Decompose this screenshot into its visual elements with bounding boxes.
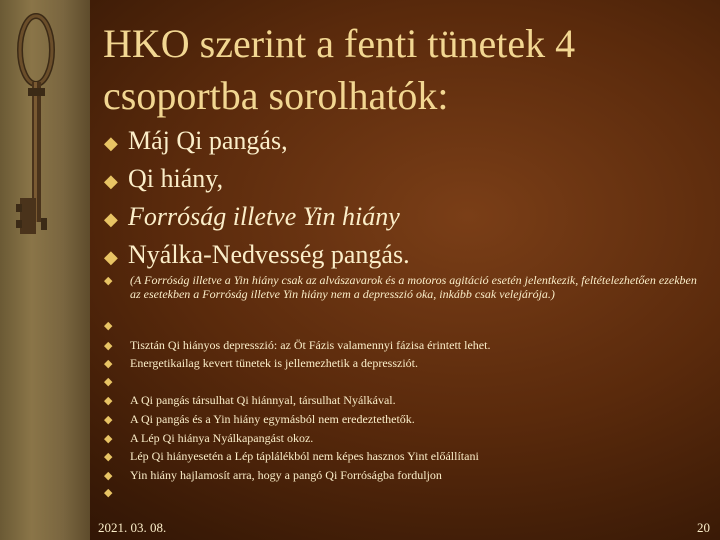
footer-date: 2021. 03. 08. [98, 520, 167, 535]
list-item [104, 126, 704, 164]
bullet-icon: ◆ [104, 133, 118, 153]
sub-bullet-list [104, 274, 704, 506]
title-line-1: HKO szerint a fenti tünetek 4 [103, 21, 576, 66]
slide-number: 20 [697, 520, 710, 535]
bullet-icon: ◆ [104, 469, 113, 482]
list-item [104, 413, 704, 432]
list-item-text: Forróság illetve Yin hiány [128, 202, 400, 231]
list-item [104, 450, 704, 469]
list-item [104, 376, 704, 395]
list-item-text: Máj Qi pangás, [128, 126, 288, 155]
list-item-text: Nyálka-Nedvesség pangás. [128, 240, 410, 269]
list-item [104, 339, 704, 358]
bullet-icon: ◆ [104, 209, 118, 229]
bullet-icon: ◆ [104, 275, 113, 287]
list-item-text: Lép Qi hiányesetén a Lép táplálékból nem képes hasznos Yint előállítani [130, 449, 479, 464]
bullet-icon: ◆ [104, 171, 118, 191]
list-item-text: A Qi pangás és a Yin hiány egymásból nem eredeztethetők. [130, 411, 415, 426]
list-item-text: Tisztán Qi hiányos depresszió: az Öt Fázis valamennyi fázisa érintett lehet. [130, 337, 491, 352]
bullet-icon: ◆ [104, 247, 118, 267]
list-item [104, 469, 704, 488]
list-item-text: Qi hiány, [128, 164, 224, 193]
list-item-text: Energetikailag kevert tünetek is jellemezhetik a depressziót. [130, 356, 418, 371]
bullet-icon: ◆ [104, 487, 113, 500]
list-item [104, 357, 704, 376]
list-item-text: A Qi pangás társulhat Qi hiánnyal, társulhat Nyálkával. [130, 393, 396, 408]
bullet-icon: ◆ [104, 413, 113, 426]
list-item [104, 202, 704, 240]
antique-key-icon [8, 8, 78, 258]
bullet-icon: ◆ [104, 451, 113, 464]
list-item [104, 432, 704, 451]
bullet-icon: ◆ [104, 358, 113, 371]
note-item [104, 274, 704, 320]
list-item-text: A Lép Qi hiánya Nyálkapangást okoz. [130, 430, 314, 445]
bullet-icon: ◆ [104, 339, 113, 352]
list-item [104, 164, 704, 202]
bullet-icon: ◆ [104, 395, 113, 408]
decorative-strip [0, 0, 90, 540]
bullet-icon: ◆ [104, 375, 113, 388]
bullet-icon: ◆ [104, 320, 113, 332]
list-item-text: Yin hiány hajlamosít arra, hogy a pangó Qi Forróságba forduljon [130, 467, 442, 482]
note-text: (A Forróság illetve a Yin hiány csak az alvászavarok és a motoros agitáció esetén jelentkezik, feltételezhetően ezekben az esetekben a Forróság illetve Yin hiány nem a depresszió oka, inkább csak velejárója.) [130, 273, 697, 301]
bullet-icon: ◆ [104, 432, 113, 445]
list-item [104, 394, 704, 413]
main-bullet-list [104, 126, 704, 278]
slide-title [103, 18, 703, 122]
list-item [104, 487, 704, 506]
list-item [104, 320, 704, 339]
title-line-2: csoportba sorolhatók: [103, 73, 449, 118]
